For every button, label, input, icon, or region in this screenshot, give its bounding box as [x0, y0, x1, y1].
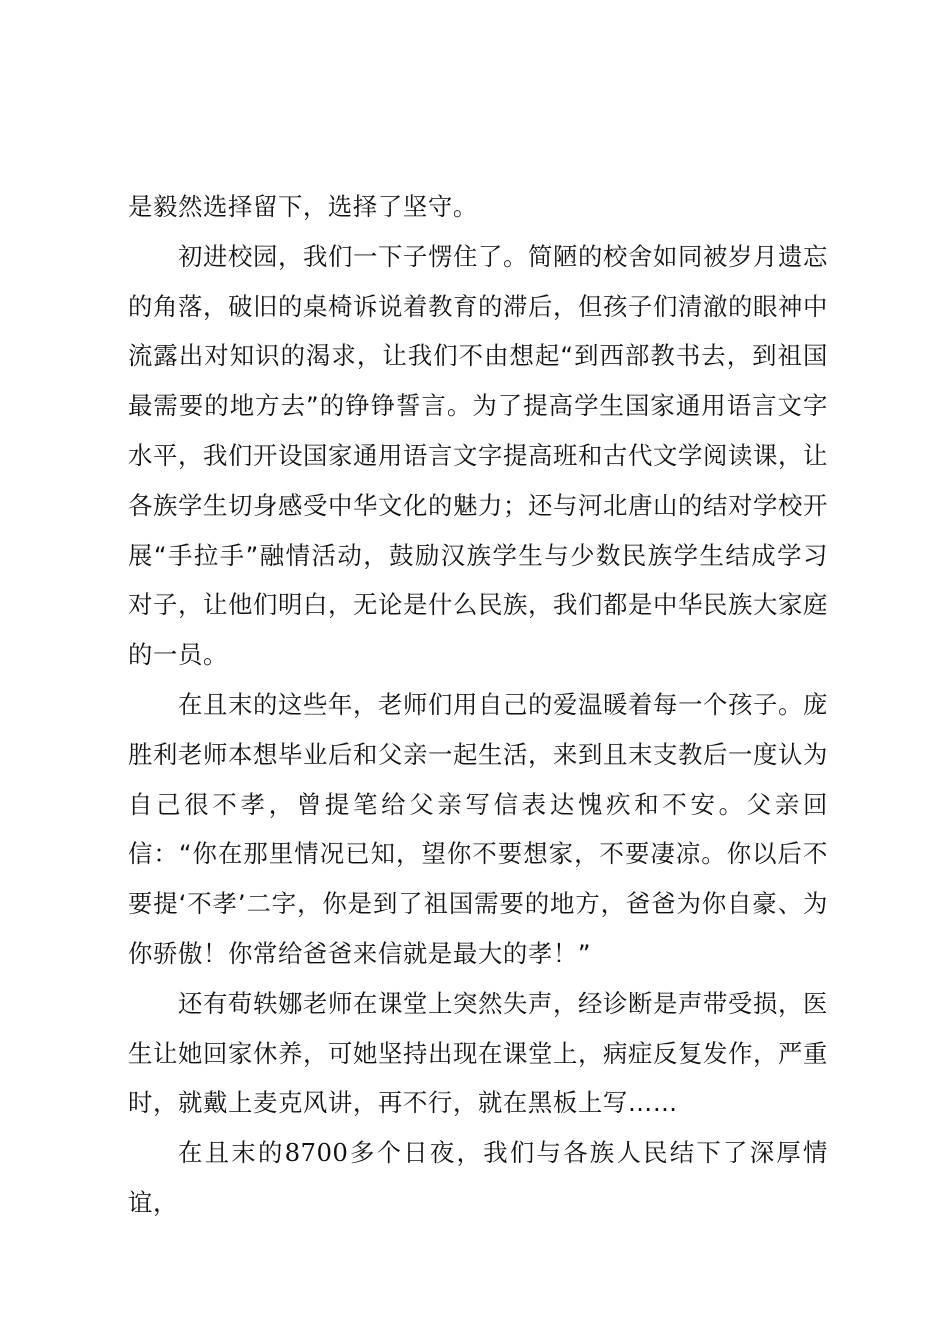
paragraph-text: 初进校园，我们一下子愣住了。简陋的校舍如同被岁月遗忘的角落，破旧的桌椅诉说着教育的滞后，但孩子们清澈的眼神中流露出对知识的渴求，让我们不由想起“到西部教书去，到祖国最需要的地方去”的铮铮誓言。为了提高学生国家通用语言文字水平，我们开设国家通用语言文字提高班和古代文学阅读课，让各族学生切身感受中华文化的魅力；还与河北唐山的结对学校开展“手拉手”融情活动，鼓励汉族学生与少数民族学生结成学习对子，让他们明白，无论是什么民族，我们都是中华民族大家庭的一员。	[128, 241, 828, 670]
document-body	[128, 182, 828, 1228]
paragraph-5	[128, 1128, 828, 1228]
paragraph-3	[128, 680, 828, 979]
paragraph-4	[128, 979, 828, 1128]
paragraph-text: 多个日夜，我们与各族人民结下了深厚情谊，	[128, 1138, 828, 1217]
paragraph-2	[128, 232, 828, 680]
paragraph-text: 在且末的	[178, 1138, 285, 1168]
paragraph-text: 在且末的这些年，老师们用自己的爱温暖着每一个孩子。庞胜利老师本想毕业后和父亲一起生活，来到且末支教后一度认为自己很不孝，曾提笔给父亲写信表达愧疚和不安。父亲回信：“你在那里情况已知，望你不要想家，不要凄凉。你以后不要提‘不孝’二字，你是到了祖国需要的地方，爸爸为你自豪、为你骄傲！你常给爸爸来信就是最大的孝！”	[128, 689, 828, 968]
paragraph-1	[128, 182, 828, 232]
paragraph-text: 还有荀轶娜老师在课堂上突然失声，经诊断是声带受损，医生让她回家休养，可她坚持出现在课堂上，病症反复发作，严重时，就戴上麦克风讲，再不行，就在黑板上写……	[128, 988, 828, 1118]
day-count-number: 8700	[284, 1138, 349, 1168]
paragraph-text: 是毅然选择留下，选择了坚守。	[128, 192, 478, 221]
